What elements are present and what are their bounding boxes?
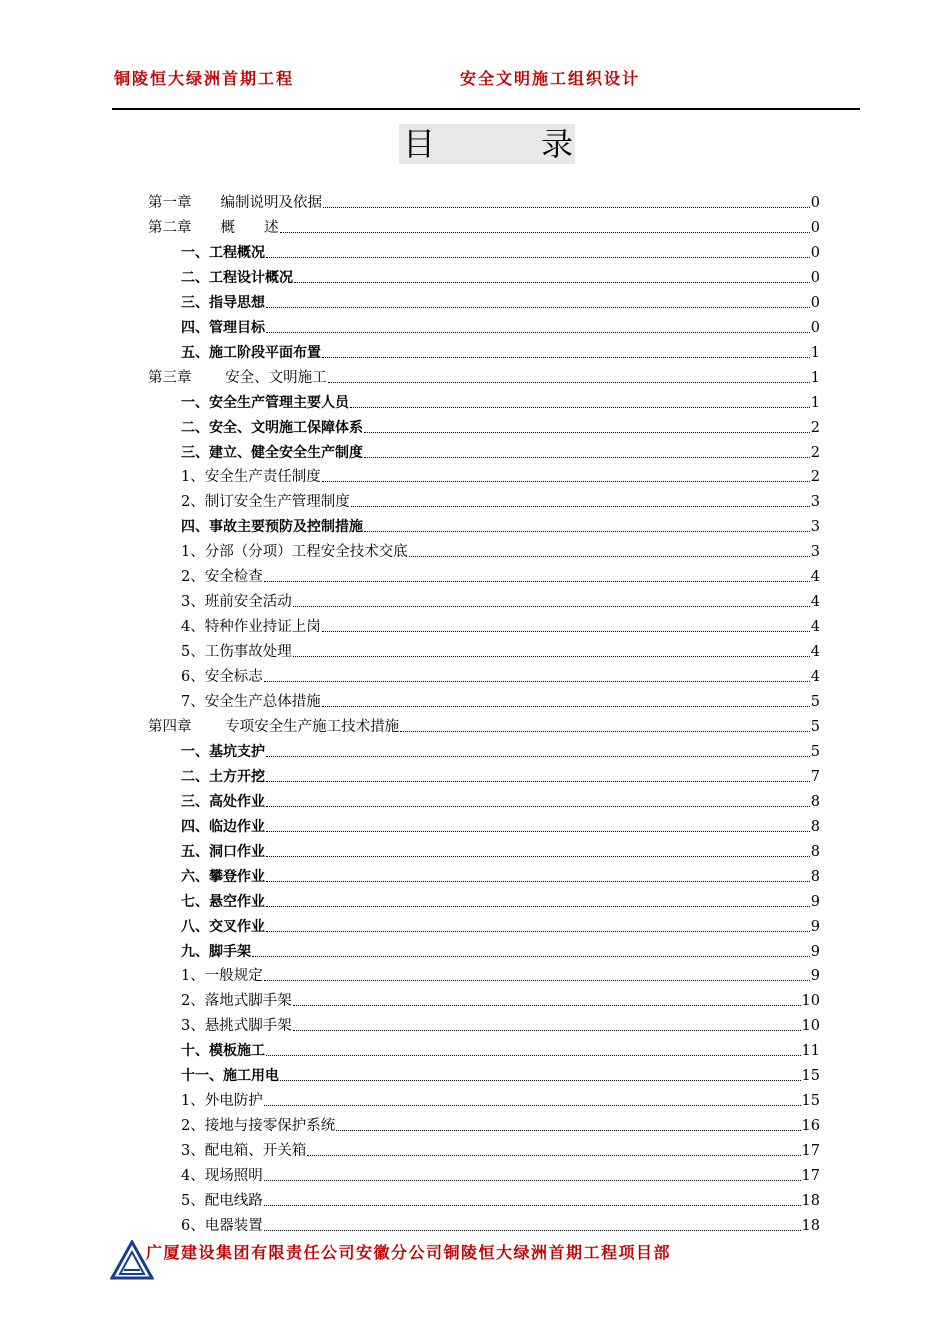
toc-entry-label: 四、管理目标 <box>181 319 265 336</box>
toc-entry-label: 7、安全生产总体措施 <box>181 694 321 710</box>
toc-entry[interactable] <box>181 613 820 637</box>
toc-entry[interactable] <box>181 888 820 912</box>
toc-entry-page-number: 9 <box>810 893 820 910</box>
toc-entry-label: 4、现场照明 <box>181 1168 263 1185</box>
toc-leader-dots <box>293 606 810 607</box>
toc-entry-page-number: 11 <box>801 1043 820 1060</box>
toc-entry[interactable] <box>181 389 820 413</box>
toc-leader-dots <box>266 781 810 782</box>
toc-entry[interactable] <box>181 1037 820 1061</box>
toc-entry[interactable] <box>181 264 820 288</box>
toc-entry[interactable] <box>181 314 820 338</box>
toc-entry-label: 1、一般规定 <box>181 968 263 985</box>
toc-entry[interactable] <box>181 1187 820 1211</box>
toc-leader-dots <box>266 1055 801 1056</box>
toc-entry-label: 二、土方开挖 <box>181 768 265 785</box>
toc-entry-page-number: 2 <box>810 419 820 436</box>
toc-entry-label: 4、特种作业持证上岗 <box>181 619 321 636</box>
toc-entry[interactable] <box>181 738 820 762</box>
toc-entry-label: 第一章 编制说明及依据 <box>148 195 322 211</box>
toc-leader-dots <box>264 1205 801 1206</box>
toc-leader-dots <box>266 831 810 832</box>
toc-entry[interactable] <box>181 1062 820 1086</box>
toc-entry[interactable] <box>181 638 820 662</box>
toc-entry[interactable] <box>181 1162 820 1186</box>
toc-entry[interactable] <box>181 588 820 612</box>
toc-entry-page-number: 5 <box>810 718 820 735</box>
toc-entry-page-number: 8 <box>810 793 820 810</box>
toc-entry-page-number: 0 <box>810 195 820 211</box>
toc-entry-page-number: 0 <box>810 244 820 261</box>
toc-entry-page-number: 9 <box>810 943 820 960</box>
toc-leader-dots <box>264 681 810 682</box>
toc-entry[interactable] <box>181 289 820 313</box>
toc-leader-dots <box>400 731 810 732</box>
toc-entry-label: 七、悬空作业 <box>181 893 265 910</box>
page-header <box>112 64 860 94</box>
toc-leader-dots <box>266 257 810 258</box>
header-document-name: 安全文明施工组织设计 <box>460 69 641 88</box>
toc-leader-dots <box>266 806 810 807</box>
toc-entry-label: 6、安全标志 <box>181 669 263 686</box>
toc-leader-dots <box>322 631 810 632</box>
page-footer <box>110 1236 830 1282</box>
toc-entry[interactable] <box>181 913 820 937</box>
toc-entry-page-number: 15 <box>801 1068 820 1085</box>
toc-entry[interactable] <box>181 962 820 986</box>
toc-leader-dots <box>266 756 810 757</box>
toc-entry-label: 五、洞口作业 <box>181 843 265 860</box>
toc-entry-page-number: 4 <box>810 619 820 636</box>
toc-entry-page-number: 0 <box>810 319 820 336</box>
toc-entry-label: 1、外电防护 <box>181 1093 263 1110</box>
toc-entry[interactable] <box>181 439 820 463</box>
toc-entry-page-number: 8 <box>810 843 820 860</box>
toc-entry-page-number: 4 <box>810 669 820 686</box>
toc-entry-page-number: 9 <box>810 918 820 935</box>
toc-entry-page-number: 3 <box>810 519 820 536</box>
toc-entry[interactable] <box>181 788 820 812</box>
toc-entry[interactable] <box>181 987 820 1011</box>
toc-leader-dots <box>264 1105 801 1106</box>
toc-leader-dots <box>264 1180 801 1181</box>
toc-entry[interactable] <box>148 364 820 388</box>
toc-entry[interactable] <box>181 1012 820 1036</box>
toc-entry-label: 第二章 概 述 <box>148 219 279 236</box>
toc-entry-page-number: 18 <box>801 1217 820 1234</box>
toc-leader-dots <box>264 980 810 981</box>
toc-leader-dots <box>336 1130 800 1131</box>
toc-entry-page-number: 5 <box>810 743 820 760</box>
toc-entry-label: 五、施工阶段平面布置 <box>181 344 321 361</box>
toc-leader-dots <box>266 931 810 932</box>
toc-entry-label: 一、工程概况 <box>181 244 265 261</box>
toc-entry-page-number: 8 <box>810 818 820 835</box>
toc-entry-label: 四、事故主要预防及控制措施 <box>181 519 363 536</box>
toc-title-char-2: 录 <box>540 125 573 163</box>
toc-entry[interactable] <box>181 863 820 887</box>
toc-leader-dots <box>264 1230 801 1231</box>
toc-entry-page-number: 4 <box>810 569 820 586</box>
toc-entry-page-number: 0 <box>810 269 820 286</box>
toc-entry-label: 第四章 专项安全生产施工技术措施 <box>148 718 400 735</box>
toc-entry-page-number: 1 <box>810 344 820 361</box>
toc-leader-dots <box>364 432 810 433</box>
toc-leader-dots <box>293 656 810 657</box>
toc-entry-label: 3、悬挑式脚手架 <box>181 1018 292 1035</box>
toc-entry[interactable] <box>181 763 820 787</box>
toc-entry-label: 5、配电线路 <box>181 1193 263 1209</box>
header-project-name: 铜陵恒大绿洲首期工程 <box>114 69 295 88</box>
toc-leader-dots <box>264 581 810 582</box>
toc-entry-label: 3、配电箱、开关箱 <box>181 1143 307 1160</box>
toc-entry-label: 2、安全检查 <box>181 569 263 586</box>
toc-entry-label: 三、高处作业 <box>181 793 265 810</box>
toc-entry-label: 九、脚手架 <box>181 943 251 960</box>
toc-entry[interactable] <box>181 488 820 512</box>
toc-entry-label: 三、指导思想 <box>181 294 265 311</box>
toc-entry[interactable] <box>181 414 820 438</box>
toc-entry[interactable] <box>181 1137 820 1161</box>
toc-entry-label: 1、安全生产责任制度 <box>181 469 321 486</box>
toc-entry-page-number: 2 <box>810 469 820 486</box>
toc-entry-page-number: 10 <box>801 993 820 1010</box>
toc-entry-label: 一、基坑支护 <box>181 743 265 760</box>
toc-entry[interactable] <box>148 713 820 737</box>
toc-entry[interactable] <box>181 513 820 537</box>
toc-entry-page-number: 7 <box>810 768 820 785</box>
toc-entry-label: 十、模板施工 <box>181 1043 265 1060</box>
toc-entry-label: 六、攀登作业 <box>181 868 265 885</box>
toc-entry-label: 2、落地式脚手架 <box>181 993 292 1010</box>
toc-leader-dots <box>328 382 810 383</box>
toc-entry[interactable] <box>181 838 820 862</box>
toc-entry[interactable] <box>181 688 820 712</box>
toc-leader-dots <box>293 1030 801 1031</box>
toc-entry-page-number: 16 <box>801 1118 820 1135</box>
toc-leader-dots <box>280 1080 801 1081</box>
toc-leader-dots <box>307 1155 800 1156</box>
toc-entry-page-number: 0 <box>810 219 820 236</box>
toc-entry-label: 十一、施工用电 <box>181 1068 279 1085</box>
toc-entry-label: 1、分部（分项）工程安全技术交底 <box>181 544 408 561</box>
toc-leader-dots <box>252 956 810 957</box>
toc-entry[interactable] <box>181 1112 820 1136</box>
toc-leader-dots <box>266 906 810 907</box>
toc-leader-dots <box>351 506 810 507</box>
toc-entry-page-number: 15 <box>801 1093 820 1110</box>
toc-entry-page-number: 4 <box>810 644 820 661</box>
header-rule <box>112 108 860 110</box>
toc-leader-dots <box>294 282 810 283</box>
toc-entry[interactable] <box>181 1212 820 1236</box>
toc-entry-page-number: 8 <box>810 868 820 885</box>
toc-leader-dots <box>280 232 810 233</box>
toc-leader-dots <box>293 1005 801 1006</box>
toc-entry-page-number: 5 <box>810 694 820 710</box>
toc-leader-dots <box>350 407 810 408</box>
toc-entry-label: 3、班前安全活动 <box>181 594 292 611</box>
toc-entry[interactable] <box>181 563 820 587</box>
toc-entry-label: 二、安全、文明施工保障体系 <box>181 419 363 436</box>
toc-entry[interactable] <box>181 339 820 363</box>
toc-entry-page-number: 10 <box>801 1018 820 1035</box>
toc-entry[interactable] <box>181 538 820 562</box>
toc-entry-page-number: 9 <box>810 968 820 985</box>
toc-leader-dots <box>266 307 810 308</box>
toc-entry[interactable] <box>148 189 820 213</box>
toc-entry-page-number: 17 <box>801 1143 820 1160</box>
toc-entry[interactable] <box>181 938 820 962</box>
toc-entry[interactable] <box>148 214 820 238</box>
toc-entry[interactable] <box>181 663 820 687</box>
toc-entry-label: 二、工程设计概况 <box>181 269 293 286</box>
toc-leader-dots <box>322 706 810 707</box>
toc-leader-dots <box>266 332 810 333</box>
toc-entry-label: 6、电器装置 <box>181 1217 263 1234</box>
toc-entry[interactable] <box>181 1087 820 1111</box>
toc-entry[interactable] <box>181 813 820 837</box>
toc-title <box>399 124 575 164</box>
toc-entry-label: 八、交叉作业 <box>181 918 265 935</box>
footer-company-name: 广厦建设集团有限责任公司安徽分公司铜陵恒大绿洲首期工程项目部 <box>146 1243 672 1262</box>
toc-leader-dots <box>322 481 810 482</box>
toc-leader-dots <box>323 207 810 208</box>
toc-entry-label: 四、临边作业 <box>181 818 265 835</box>
toc-entry-label: 2、制订安全生产管理制度 <box>181 494 350 511</box>
toc-entry-label: 三、建立、健全安全生产制度 <box>181 444 363 461</box>
toc-entry-page-number: 1 <box>810 369 820 386</box>
toc-leader-dots <box>322 357 810 358</box>
toc-leader-dots <box>364 457 810 458</box>
toc-entry-page-number: 18 <box>801 1193 820 1209</box>
toc-entry-label: 5、工伤事故处理 <box>181 644 292 661</box>
toc-title-char-1: 目 <box>403 125 436 163</box>
toc-entry-page-number: 2 <box>810 444 820 461</box>
toc-entry-page-number: 3 <box>810 544 820 561</box>
toc-entry-page-number: 17 <box>801 1168 820 1185</box>
toc-leader-dots <box>266 881 810 882</box>
toc-leader-dots <box>409 556 810 557</box>
toc-entry-page-number: 0 <box>810 294 820 311</box>
toc-entry[interactable] <box>181 463 820 487</box>
toc-entry-page-number: 4 <box>810 594 820 611</box>
toc-entry-page-number: 3 <box>810 494 820 511</box>
toc-entry-label: 2、接地与接零保护系统 <box>181 1118 336 1135</box>
toc-leader-dots <box>266 856 810 857</box>
toc-entry[interactable] <box>181 239 820 263</box>
toc-entry-page-number: 1 <box>810 394 820 411</box>
toc-entry-label: 一、安全生产管理主要人员 <box>181 394 349 411</box>
toc-entry-label: 第三章 安全、文明施工 <box>148 369 327 386</box>
toc-leader-dots <box>364 531 810 532</box>
